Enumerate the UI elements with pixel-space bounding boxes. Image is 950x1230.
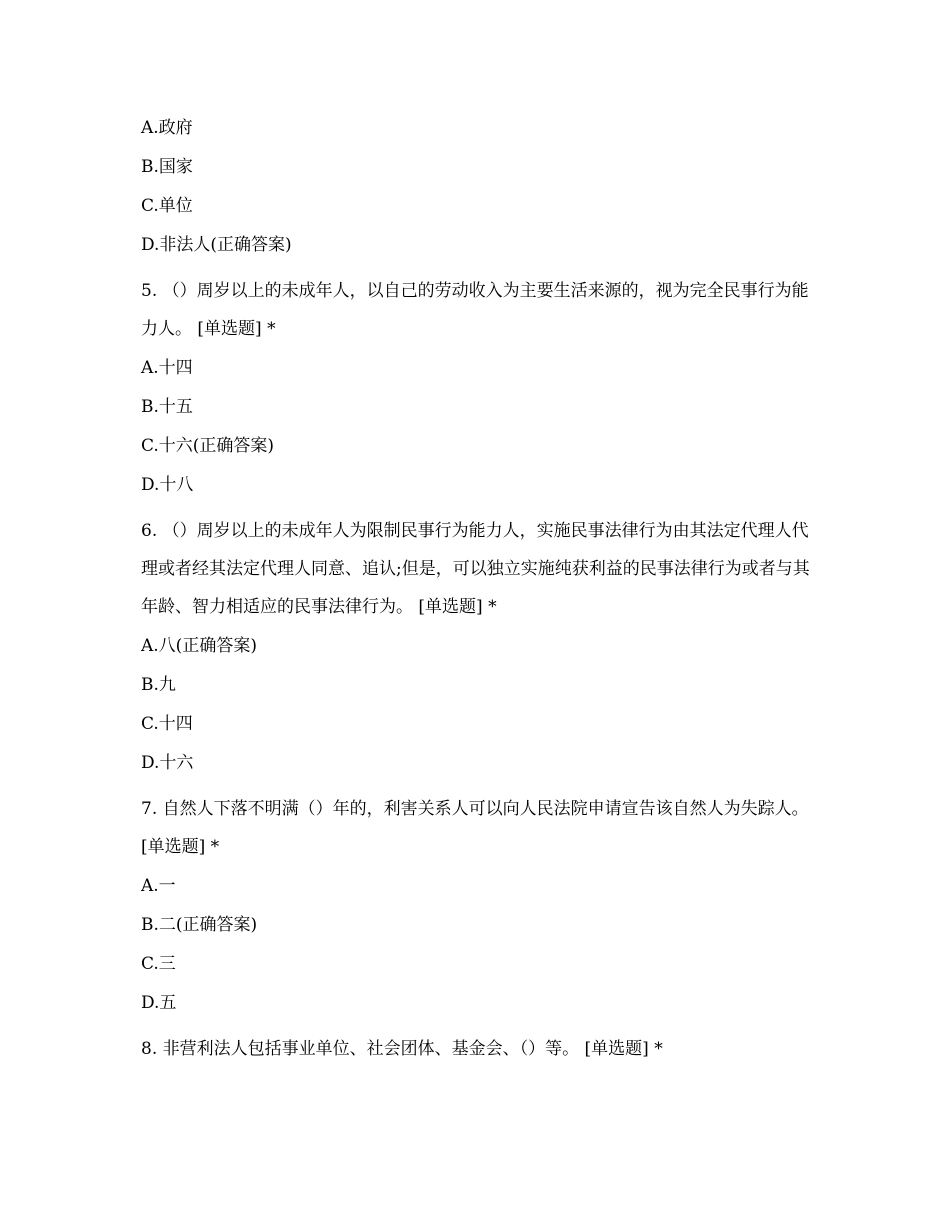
option-d: D.十八 [141,475,194,495]
option-b: B.国家 [141,157,193,177]
option-c: C.十四 [141,714,193,734]
option-c: C.十六(正确答案) [141,436,275,456]
option-a: A.政府 [141,118,193,138]
question-7: 7. 自然人下落不明满（）年的，利害关系人可以向人民法院申请宣告该自然人为失踪人。 [单选题] * [141,799,809,857]
question-list [141,116,821,1076]
option-a: A.十四 [141,358,193,378]
option-b: B.二(正确答案) [141,915,258,935]
option-d: D.非法人(正确答案) [141,235,292,255]
question-6: 6. （）周岁以上的未成年人为限制民事行为能力人，实施民事法律行为由其法定代理人代理或者经其法定代理人同意、追认;但是，可以独立实施纯获利益的民事法律行为或者与其年龄、智力相适应的民事法律行为。 [单选题] * [141,521,810,617]
option-c: C.三 [141,954,176,974]
option-c: C.单位 [141,196,193,216]
question-5: 5. （）周岁以上的未成年人，以自己的劳动收入为主要生活来源的，视为完全民事行为能力人。 [单选题] * [141,281,809,339]
option-d: D.十六 [141,753,194,773]
option-a: A.一 [141,876,176,896]
option-a: A.八(正确答案) [141,636,257,656]
option-d: D.五 [141,993,177,1013]
question-8: 8. 非营利法人包括事业单位、社会团体、基金会、（）等。 [单选题] * [141,1039,663,1059]
option-b: B.十五 [141,397,193,417]
option-b: B.九 [141,675,176,695]
